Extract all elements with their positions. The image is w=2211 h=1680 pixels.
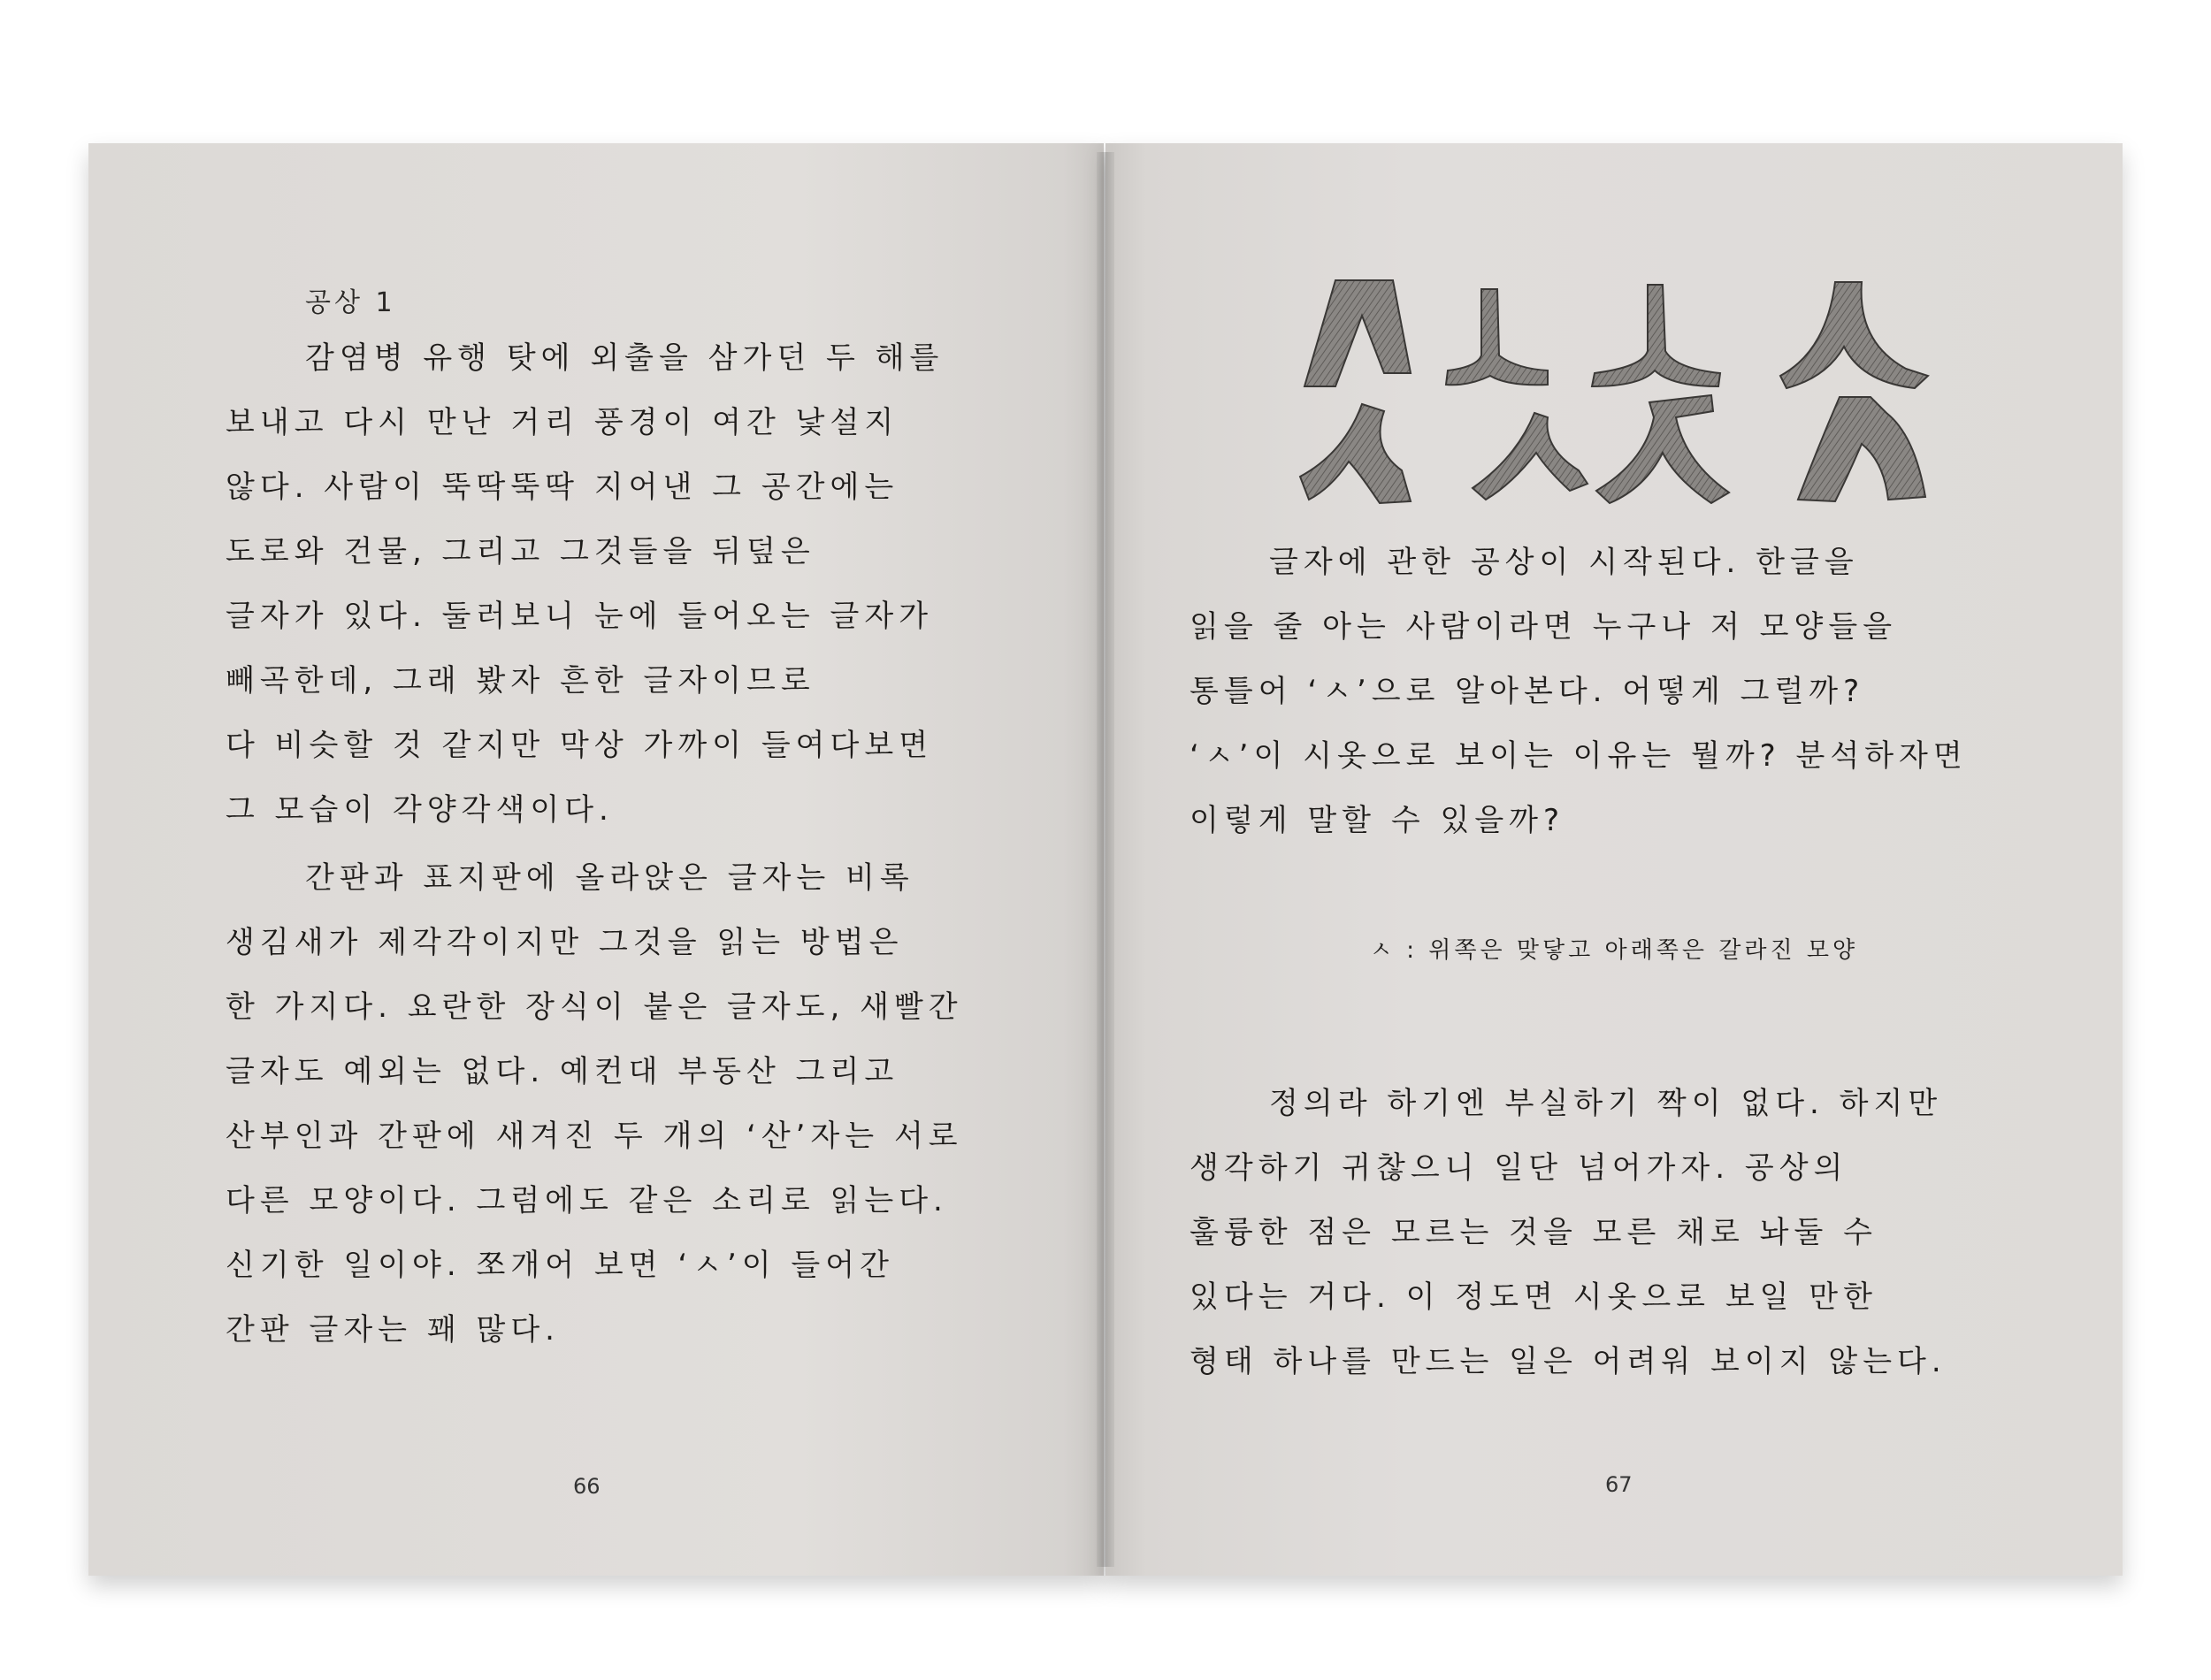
open-book-spread <box>88 143 2123 1580</box>
text-line: 간판과 표지판에 올라앉은 글자는 비록 <box>305 860 914 896</box>
siot-glyph-8 <box>1798 397 1925 501</box>
right-paragraph-1 <box>1190 531 1968 853</box>
siot-definition: ㅅ : 위쪽은 맞닿고 아래쪽은 갈라진 모양 <box>1369 937 1859 964</box>
text-line: ‘ㅅ’이 시옷으로 보이는 이유는 뭘까? 분석하자면 <box>1190 738 1968 774</box>
text-line: 다 비슷할 것 같지만 막상 가까이 들여다보면 <box>226 728 934 763</box>
text-line: 있다는 거다. 이 정도면 시옷으로 보일 만한 <box>1190 1279 1878 1315</box>
text-line: 않다. 사람이 뚝딱뚝딱 지어낸 그 공간에는 <box>226 470 899 505</box>
siot-glyph-6 <box>1473 413 1587 500</box>
text-line: 글자가 있다. 둘러보니 눈에 들어오는 글자가 <box>226 599 934 634</box>
text-line: 그 모습이 각양각색이다. <box>226 792 614 828</box>
left-paragraph-2 <box>226 846 963 1363</box>
text-line: 정의라 하기엔 부실하기 짝이 없다. 하지만 <box>1269 1086 1943 1121</box>
right-page <box>1106 143 2123 1576</box>
text-line: 빼곡한데, 그래 봤자 흔한 글자이므로 <box>226 663 815 699</box>
text-line: 통틀어 ‘ㅅ’으로 알아본다. 어떻게 그럴까? <box>1190 674 1865 709</box>
text-line: 간판 글자는 꽤 많다. <box>226 1312 560 1348</box>
siot-glyph-5 <box>1300 404 1411 503</box>
left-paragraph-1 <box>226 326 944 843</box>
book-gutter <box>1097 152 1114 1567</box>
text-line: 산부인과 간판에 새겨진 두 개의 ‘산’자는 서로 <box>226 1119 963 1154</box>
text-line: 생각하기 귀찮으니 일단 넘어가자. 공상의 <box>1190 1150 1848 1186</box>
siot-glyph-4 <box>1780 282 1928 388</box>
text-line: 생김새가 제각각이지만 그것을 읽는 방법은 <box>226 925 904 960</box>
text-line: 신기한 일이야. 쪼개어 보면 ‘ㅅ’이 들어간 <box>226 1248 894 1283</box>
page-number: 66 <box>573 1474 601 1499</box>
section-heading: 공상 1 <box>305 287 396 318</box>
siot-glyph-3 <box>1592 285 1720 386</box>
page-number: 67 <box>1605 1472 1633 1497</box>
siot-variants-illustration <box>1296 271 1932 528</box>
text-line: 보내고 다시 만난 거리 풍경이 여간 낯설지 <box>226 405 899 440</box>
text-line: 감염병 유행 탓에 외출을 삼가던 두 해를 <box>305 340 945 376</box>
text-line: 읽을 줄 아는 사람이라면 누구나 저 모양들을 <box>1190 609 1898 645</box>
text-line: 이렇게 말할 수 있을까? <box>1190 803 1565 838</box>
text-line: 훌륭한 점은 모르는 것을 모른 채로 놔둘 수 <box>1190 1215 1878 1250</box>
right-paragraph-2 <box>1190 1072 1947 1394</box>
text-line: 글자에 관한 공상이 시작된다. 한글을 <box>1269 545 1859 580</box>
siot-glyph-2 <box>1446 289 1548 385</box>
text-line: 글자도 예외는 없다. 예컨대 부동산 그리고 <box>226 1054 899 1089</box>
siot-glyph-7 <box>1596 395 1729 503</box>
text-line: 도로와 건물, 그리고 그것들을 뒤덮은 <box>226 534 815 569</box>
left-page <box>88 143 1104 1576</box>
text-line: 다른 모양이다. 그럼에도 같은 소리로 읽는다. <box>226 1183 948 1218</box>
text-line: 형태 하나를 만드는 일은 어려워 보이지 않는다. <box>1190 1344 1947 1379</box>
text-line: 한 가지다. 요란한 장식이 붙은 글자도, 새빨간 <box>226 989 963 1025</box>
siot-glyph-1 <box>1304 280 1411 386</box>
